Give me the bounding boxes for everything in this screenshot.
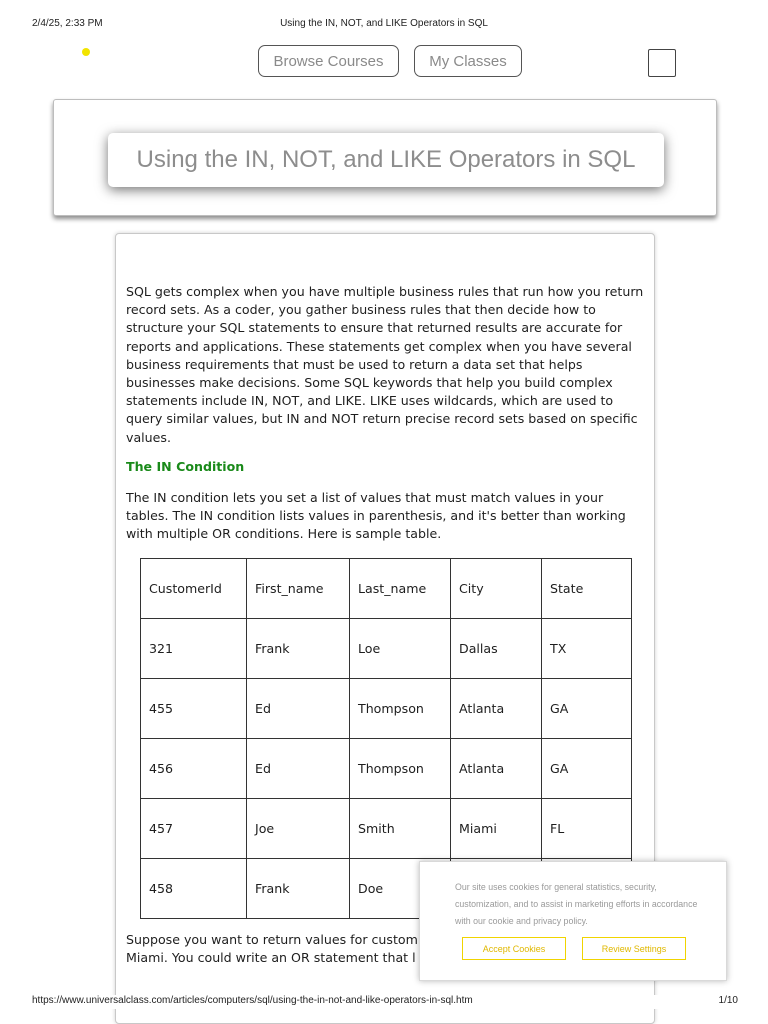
- in-condition-paragraph: The IN condition lets you set a list of values that must match values in your tables. The IN condition lists values in parenthesis, and it's better than working with multiple OR conditions. Here is sample table.: [126, 490, 626, 542]
- page-url: https://www.universalclass.com/articles/computers/sql/using-the-in-not-and-like-operators-in-sql.htm: [32, 995, 473, 1006]
- table-row: [141, 739, 632, 799]
- table-cell: 457: [141, 799, 247, 859]
- table-header-cell: CustomerId: [141, 559, 247, 619]
- table-row: [141, 799, 632, 859]
- accept-cookies-button[interactable]: Accept Cookies: [462, 937, 566, 960]
- cookie-banner: [419, 861, 727, 981]
- print-header: [0, 18, 768, 32]
- table-cell: 455: [141, 679, 247, 739]
- my-classes-button[interactable]: My Classes: [414, 45, 522, 77]
- intro-paragraph: SQL gets complex when you have multiple business rules that run how you return record sets. As a coder, you gather business rules that then decide how to structure your SQL statements to ensure that returned results are accurate for reports and applications. These statements get complex when you have several business requirements that must be used to return a data set that helps businesses make decisions. Some SQL keywords that help you build complex statements include IN, NOT, and LIKE. LIKE uses wildcards, which are used to query similar values, but IN and NOT return precise record sets based on specific values.: [126, 284, 644, 445]
- table-cell: Smith: [350, 799, 451, 859]
- table-cell: Frank: [247, 619, 350, 679]
- table-cell: Joe: [247, 799, 350, 859]
- table-cell: FL: [542, 799, 632, 859]
- table-cell: TX: [542, 619, 632, 679]
- table-cell: Thompson: [350, 739, 451, 799]
- table-cell: Atlanta: [451, 679, 542, 739]
- table-cell: GA: [542, 679, 632, 739]
- print-datetime: 2/4/25, 2:33 PM: [32, 18, 103, 29]
- cookie-notice-text: Our site uses cookies for general statistics, security, customization, and to assist in marketing efforts in accordance with our cookie and privacy policy.: [455, 882, 698, 926]
- menu-icon[interactable]: [648, 49, 676, 77]
- table-cell: Ed: [247, 739, 350, 799]
- table-header-cell: State: [542, 559, 632, 619]
- table-header-cell: First_name: [247, 559, 350, 619]
- browse-courses-button[interactable]: Browse Courses: [258, 45, 399, 77]
- table-cell: 321: [141, 619, 247, 679]
- table-cell: Miami: [451, 799, 542, 859]
- suppose-line: Suppose you want to return values for custom: [126, 932, 418, 947]
- table-cell: Thompson: [350, 679, 451, 739]
- table-row: [141, 679, 632, 739]
- table-cell: Frank: [247, 859, 350, 919]
- table-cell: Dallas: [451, 619, 542, 679]
- table-cell: 458: [141, 859, 247, 919]
- table-cell: 456: [141, 739, 247, 799]
- table-cell: GA: [542, 739, 632, 799]
- print-footer: [0, 995, 768, 1009]
- page-number: 1/10: [718, 995, 738, 1006]
- table-cell: Ed: [247, 679, 350, 739]
- table-header-cell: Last_name: [350, 559, 451, 619]
- page-title: Using the IN, NOT, and LIKE Operators in SQL: [108, 133, 664, 187]
- table-cell: Atlanta: [451, 739, 542, 799]
- section-heading-in-condition: The IN Condition: [126, 459, 245, 474]
- suppose-line: Miami. You could write an OR statement that l: [126, 950, 416, 966]
- table-cell: Doe: [350, 859, 451, 919]
- print-page-title: Using the IN, NOT, and LIKE Operators in SQL: [280, 18, 488, 29]
- table-cell: Loe: [350, 619, 451, 679]
- table-row: [141, 619, 632, 679]
- status-dot: [82, 48, 90, 56]
- review-settings-button[interactable]: Review Settings: [582, 937, 686, 960]
- hero-banner: [53, 99, 717, 216]
- table-header-cell: City: [451, 559, 542, 619]
- table-header-row: [141, 559, 632, 619]
